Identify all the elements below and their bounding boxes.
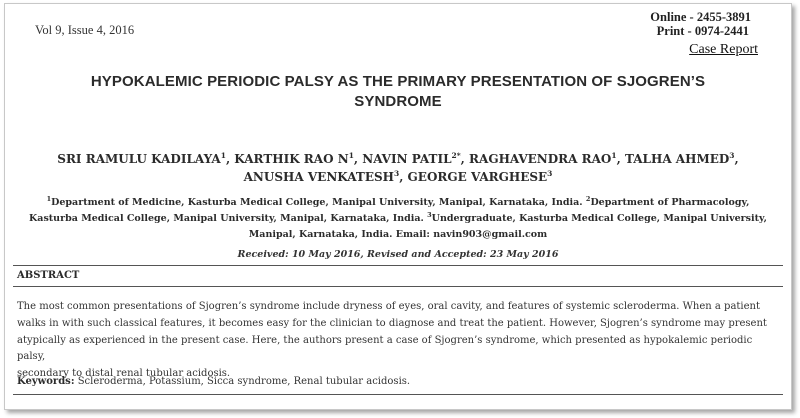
- author-separator: ,: [734, 152, 739, 166]
- affil-marker: 1: [46, 195, 52, 203]
- author-separator: ,: [616, 152, 625, 166]
- author-name: ANUSHA VENKATESH: [243, 170, 394, 184]
- author-affil-marker: 1: [220, 151, 226, 160]
- divider: [13, 265, 783, 266]
- abstract-heading: ABSTRACT: [17, 270, 80, 281]
- title-line-2: SYNDROME: [354, 93, 442, 110]
- author-name: NAVIN PATIL: [362, 152, 452, 166]
- abstract-line: atypically as experienced in the present case. Here, the authors present a case of Sjogren’s syndrome, which presented as hypokalemic periodic palsy,: [17, 334, 753, 363]
- article-type: Case Report: [689, 42, 758, 57]
- title-line-1: HYPOKALEMIC PERIODIC PALSY AS THE PRIMARY PRESENTATION OF SJOGREN’S: [90, 73, 706, 90]
- author-separator: ,: [460, 152, 470, 166]
- affiliation-line-2: [15, 211, 781, 227]
- affiliation-text: Department of Pharmacology,: [590, 197, 750, 208]
- author-list: [45, 150, 751, 186]
- author-separator: ,: [225, 152, 235, 166]
- affil-marker: 3: [427, 211, 432, 219]
- author-affil-marker: 1: [611, 151, 617, 160]
- keywords-text: Scleroderma, Potassium, Sicca syndrome, Renal tubular acidosis.: [74, 376, 411, 387]
- author-affil-marker: 3: [393, 169, 400, 178]
- keywords-label: Keywords:: [17, 376, 75, 387]
- author-affil-marker: 3: [547, 169, 553, 178]
- affiliation-line-3: [15, 227, 781, 243]
- author-name: KARTHIK RAO N: [234, 152, 349, 166]
- abstract-line: The most common presentations of Sjogren’s syndrome include dryness of eyes, oral cavity, and features of systemic scleroderma. When a patient: [17, 301, 761, 312]
- abstract-text: [17, 299, 782, 383]
- issn-block: [650, 10, 751, 38]
- author-name: GEORGE VARGHESE: [407, 170, 548, 184]
- issn-online: Online - 2455-3891: [650, 10, 751, 24]
- affil-marker: 2: [585, 195, 591, 203]
- author-separator: ,: [353, 152, 363, 166]
- affiliation-line-1: [15, 195, 781, 211]
- author-affil-marker: 1: [348, 151, 354, 160]
- author-line-1: [45, 150, 751, 168]
- issn-print: Print - 0974-2441: [656, 24, 749, 38]
- paper-page: [4, 3, 792, 410]
- paper-title: [45, 72, 751, 112]
- affiliation-text: Undergraduate, Kasturba Medical College, Manipal University,: [431, 213, 767, 224]
- affiliation-text: Manipal, Karnataka, India. Email: navin903@gmail.com: [248, 229, 548, 240]
- divider: [13, 394, 783, 395]
- author-name: SRI RAMULU KADILAYA: [57, 152, 221, 166]
- journal-volume: Vol 9, Issue 4, 2016: [35, 23, 135, 37]
- affiliations: [15, 195, 781, 243]
- affiliation-text: Department of Medicine, Kasturba Medical College, Manipal University, Manipal, Karnataka, India.: [51, 197, 586, 208]
- received-accepted-dates: Received: 10 May 2016, Revised and Accepted: 23 May 2016: [237, 249, 559, 260]
- divider: [13, 286, 783, 287]
- keywords: [17, 376, 782, 387]
- author-line-2: [45, 168, 751, 186]
- author-separator: ,: [399, 170, 408, 184]
- author-affil-marker: 2*: [451, 151, 461, 160]
- abstract-line: walks in with such classical features, it becomes easy for the clinician to diagnose and treat the patient. However, Sjogren’s syndrome may present: [17, 317, 767, 329]
- affiliation-text: Kasturba Medical College, Manipal University, Manipal, Karnataka, India.: [29, 213, 428, 224]
- author-name: RAGHAVENDRA RAO: [469, 152, 612, 166]
- author-affil-marker: 3: [729, 151, 735, 160]
- author-name: TALHA AHMED: [624, 152, 730, 166]
- abstract-line: secondary to distal renal tubular acidosis.: [17, 368, 231, 380]
